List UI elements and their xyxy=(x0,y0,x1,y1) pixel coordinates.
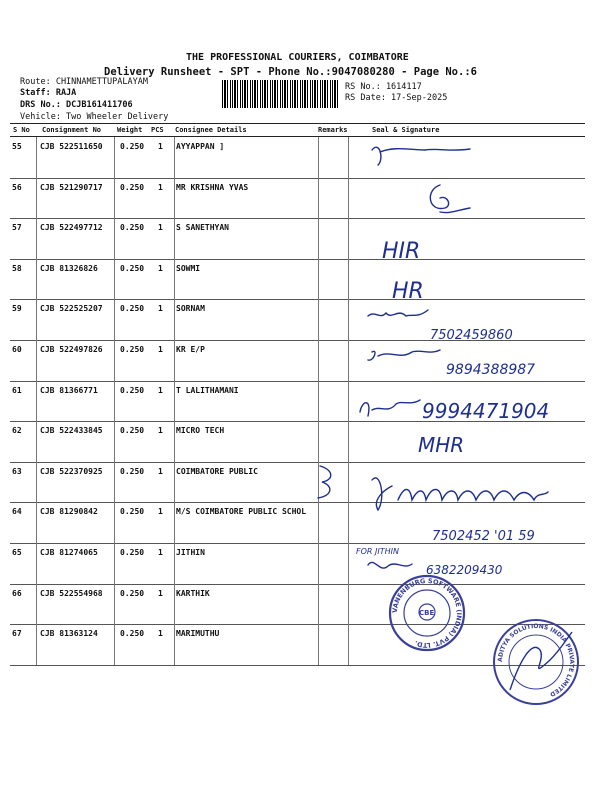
cell-consignment-no: CJB 522525207 xyxy=(40,304,103,314)
cell-pcs: 1 xyxy=(158,385,163,395)
runsheet-title: Delivery Runsheet - SPT - Phone No.:9047080280 - Page No.:6 xyxy=(104,66,477,78)
cell-sno: 63 xyxy=(12,466,22,476)
cell-consignment-no: CJB 522554968 xyxy=(40,588,103,598)
cell-sno: 62 xyxy=(12,426,22,436)
cell-pcs: 1 xyxy=(158,629,163,639)
stamp-1-center-text: CBE xyxy=(419,609,435,617)
cell-consignee: S SANETHYAN xyxy=(176,223,229,233)
col-header-consignment: Consignment No xyxy=(42,126,102,134)
cell-consignment-no: CJB 81274065 xyxy=(40,548,98,557)
cell-pcs: 1 xyxy=(158,263,163,273)
cell-sno: 55 xyxy=(12,142,22,151)
col-header-sno: S No xyxy=(13,126,30,134)
staff-label: Staff: RAJA xyxy=(20,88,77,98)
route-label: Route: CHINNAMETTUPALAYAM xyxy=(20,77,148,87)
cell-consignee: SOWMI xyxy=(176,263,201,273)
cell-pcs: 1 xyxy=(158,548,163,557)
col-header-remarks: Remarks xyxy=(318,126,348,134)
cell-pcs: 1 xyxy=(158,466,163,476)
cell-consignee: KR E/P xyxy=(176,345,205,354)
cell-weight: 0.250 xyxy=(120,548,145,557)
signature-55 xyxy=(372,147,470,165)
cell-weight: 0.250 xyxy=(120,507,145,517)
cell-consignment-no: CJB 81326826 xyxy=(40,263,98,273)
cell-consignee: COIMBATORE PUBLIC xyxy=(176,466,258,476)
company-stamp-2 xyxy=(494,620,578,704)
cell-sno: 57 xyxy=(12,223,22,233)
cell-pcs: 1 xyxy=(158,507,163,517)
remarks-63-mark xyxy=(318,466,331,498)
col-header-pcs: PCS xyxy=(151,126,164,134)
cell-consignment-no: CJB 521290717 xyxy=(40,182,103,192)
cell-consignee: JITHIN xyxy=(176,548,205,557)
cell-weight: 0.250 xyxy=(120,263,145,273)
cell-sno: 64 xyxy=(12,507,22,517)
cell-weight: 0.250 xyxy=(120,223,145,233)
cell-weight: 0.250 xyxy=(120,426,145,436)
signature-59 xyxy=(368,310,428,316)
cell-pcs: 1 xyxy=(158,426,163,436)
signature-61 xyxy=(360,400,420,416)
cell-consignee: AYYAPPAN ] xyxy=(176,142,225,151)
signature-60 xyxy=(368,350,440,360)
cell-sno: 56 xyxy=(12,182,22,192)
cell-sno: 65 xyxy=(12,548,22,557)
cell-weight: 0.250 xyxy=(120,142,145,151)
phone-65: 6382209430 xyxy=(426,563,503,577)
cell-consignee: MICRO TECH xyxy=(176,426,225,436)
cell-pcs: 1 xyxy=(158,142,163,151)
cell-sno: 61 xyxy=(12,385,22,395)
cell-sno: 58 xyxy=(12,263,22,273)
cell-weight: 0.250 xyxy=(120,385,145,395)
cell-sno: 60 xyxy=(12,345,22,354)
stamp-1-ring-text: VANENBURG SOFTWARE (INDIA) PVT. LTD. xyxy=(390,576,464,650)
cell-sno: 59 xyxy=(12,304,22,314)
cell-consignee: SORNAM xyxy=(176,304,205,314)
cell-weight: 0.250 xyxy=(120,182,145,192)
cell-consignment-no: CJB 81290842 xyxy=(40,507,98,517)
col-header-consignee: Consignee Details xyxy=(175,126,247,134)
cell-consignee: MARIMUTHU xyxy=(176,629,220,639)
signature-65 xyxy=(368,562,412,568)
cell-consignee: T LALITHAMANI xyxy=(176,385,239,395)
cell-weight: 0.250 xyxy=(120,345,145,354)
cell-consignment-no: CJB 522370925 xyxy=(40,466,103,476)
col-header-weight: Weight xyxy=(117,126,143,134)
cell-consignee: M/S COIMBATORE PUBLIC SCHOL xyxy=(176,507,307,517)
phone-60: 9894388987 xyxy=(446,362,536,378)
cell-sno: 67 xyxy=(12,629,22,639)
cell-pcs: 1 xyxy=(158,304,163,314)
cell-weight: 0.250 xyxy=(120,629,145,639)
stamp-2-ring-text: ADITYA SOLUTIONS INDIA PRIVATE LIMITED xyxy=(496,622,576,698)
vehicle-label: Vehicle: Two Wheeler Delivery xyxy=(20,112,169,122)
signature-56 xyxy=(430,185,470,213)
cell-weight: 0.250 xyxy=(120,466,145,476)
for-jithin-note: FOR JITHIN xyxy=(356,547,399,556)
cell-pcs: 1 xyxy=(158,588,163,598)
phone-59: 7502459860 xyxy=(430,328,513,343)
signature-64 xyxy=(372,478,548,510)
cell-weight: 0.250 xyxy=(120,304,145,314)
cell-consignee: KARTHIK xyxy=(176,588,210,598)
handwriting-58: HIR xyxy=(382,239,421,264)
rs-date: RS Date: 17-Sep-2025 xyxy=(345,93,448,103)
handwriting-59: HR xyxy=(392,279,424,304)
cell-pcs: 1 xyxy=(158,182,163,192)
cell-consignment-no: CJB 81363124 xyxy=(40,629,98,639)
cell-consignment-no: CJB 522497826 xyxy=(40,345,103,354)
cell-pcs: 1 xyxy=(158,223,163,233)
cell-consignment-no: CJB 81366771 xyxy=(40,385,98,395)
cell-consignment-no: CJB 522433845 xyxy=(40,426,103,436)
cell-sno: 66 xyxy=(12,588,22,598)
cell-consignee: MR KRISHNA YVAS xyxy=(176,182,249,192)
drs-number: DRS No.: DCJB161411706 xyxy=(20,100,133,110)
cell-consignment-no: CJB 522511650 xyxy=(40,142,103,151)
cell-consignment-no: CJB 522497712 xyxy=(40,223,103,233)
rs-number: RS No.: 1614117 xyxy=(345,82,422,92)
phone-61: 9994471904 xyxy=(422,399,550,423)
handwriting-62: MHR xyxy=(418,433,465,457)
cell-pcs: 1 xyxy=(158,345,163,354)
company-title: THE PROFESSIONAL COURIERS, COIMBATORE xyxy=(186,52,409,63)
phone-64b: 7502452 '01 59 xyxy=(432,529,535,544)
cell-weight: 0.250 xyxy=(120,588,145,598)
col-header-seal: Seal & Signature xyxy=(372,126,440,134)
